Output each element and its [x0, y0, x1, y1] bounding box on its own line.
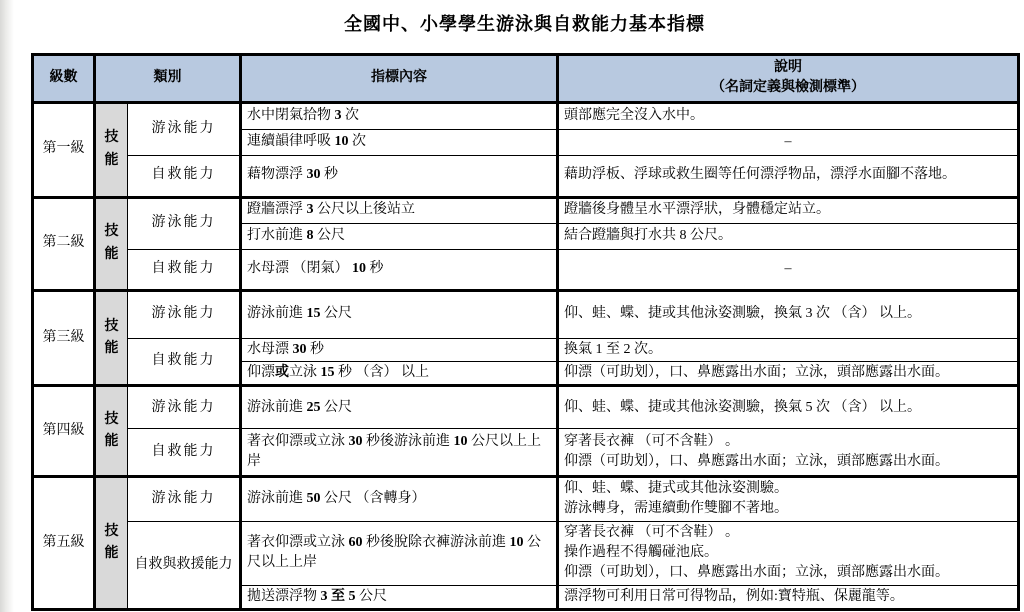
- table-row: [33, 197, 1019, 223]
- table-row: [33, 521, 1019, 585]
- skill-cell: [95, 102, 128, 197]
- indicator-table: [31, 53, 1020, 611]
- explanation-cell: 蹬牆後身體呈水平漂浮狀，身體穩定站立。: [558, 197, 1019, 223]
- explanation-cell: 仰、蛙、蝶、捷式或其他泳姿測驗。 游泳轉身，需連續動作雙腳不著地。: [558, 477, 1019, 522]
- indicator-cell: 游泳前進 25 公尺: [241, 386, 558, 429]
- table-row: [33, 249, 1019, 290]
- column-header-indicator: 指標內容: [241, 55, 558, 103]
- level-cell: 第二級: [33, 197, 95, 290]
- skill-cell: [95, 386, 128, 477]
- explanation-cell: 穿著長衣褲 （可不含鞋） 。 仰漂（可助划），口、鼻應露出水面；立泳，頭部應露出水面。: [558, 429, 1019, 477]
- skill-cell: [95, 290, 128, 386]
- explanation-cell: 藉助浮板、浮球或救生圈等任何漂浮物品，漂浮水面腳不落地。: [558, 155, 1019, 197]
- explanation-header-line1: 說明: [774, 60, 802, 75]
- indicator-cell: 水中閉氣拾物 3 次: [241, 102, 558, 129]
- table-row: [33, 102, 1019, 129]
- skill-label: 技能: [104, 411, 119, 450]
- skill-label: 技能: [104, 224, 119, 262]
- level-cell: 第三級: [33, 290, 95, 386]
- indicator-cell: 水母漂 30 秒: [241, 338, 558, 361]
- indicator-cell: 打水前進 8 公尺: [241, 223, 558, 249]
- table-row: [33, 338, 1019, 361]
- column-header-explanation: [558, 55, 1019, 103]
- explanation-cell: 頭部應完全沒入水中。: [558, 102, 1019, 129]
- level-cell: 第一級: [33, 102, 95, 197]
- indicator-cell: 拋送漂浮物 3 至 5 公尺: [241, 585, 558, 609]
- ability-cell: 自救與救援能力: [128, 521, 241, 609]
- indicator-cell: 游泳前進 15 公尺: [241, 290, 558, 338]
- ability-cell: 游泳能力: [128, 290, 241, 338]
- skill-label: 技能: [104, 318, 119, 356]
- explanation-cell: 仰、蛙、蝶、捷或其他泳姿測驗，換氣 3 次 （含） 以上。: [558, 290, 1019, 338]
- column-header-level: 級數: [33, 55, 95, 103]
- ability-cell: 自救能力: [128, 429, 241, 477]
- table-row: [33, 155, 1019, 197]
- skill-label: 技能: [104, 130, 119, 168]
- indicator-cell: 水母漂 （閉氣） 10 秒: [241, 249, 558, 290]
- indicator-cell: 著衣仰漂或立泳 60 秒後脫除衣褲游泳前進 10 公尺以上上岸: [241, 521, 558, 585]
- table-header-row: [33, 55, 1019, 103]
- table-row: [33, 477, 1019, 522]
- explanation-cell: 結合蹬牆與打水共 8 公尺。: [558, 223, 1019, 249]
- indicator-cell: 蹬牆漂浮 3 公尺以上後站立: [241, 197, 558, 223]
- level-cell: 第四級: [33, 386, 95, 477]
- page-title: 全國中、小學學生游泳與自救能力基本指標: [344, 14, 705, 34]
- indicator-cell: 藉物漂浮 30 秒: [241, 155, 558, 197]
- skill-label: 技能: [104, 523, 119, 562]
- ability-cell: 游泳能力: [128, 102, 241, 155]
- table-row: [33, 429, 1019, 477]
- explanation-cell: 穿著長衣褲 （可不含鞋） 。 操作過程不得觸碰池底。 仰漂（可助划），口、鼻應露出水面；立泳，頭部應露出水面。: [558, 521, 1019, 585]
- ability-cell: 游泳能力: [128, 197, 241, 249]
- column-header-category: 類別: [95, 55, 241, 103]
- explanation-cell: –: [558, 249, 1019, 290]
- indicator-cell: 著衣仰漂或立泳 30 秒後游泳前進 10 公尺以上上岸: [241, 429, 558, 477]
- ability-cell: 自救能力: [128, 155, 241, 197]
- indicator-cell: 游泳前進 50 公尺 （含轉身）: [241, 477, 558, 522]
- level-cell: 第五級: [33, 477, 95, 610]
- table-row: [33, 290, 1019, 338]
- page-edge-shadow: [0, 0, 14, 612]
- explanation-cell: 仰、蛙、蝶、捷或其他泳姿測驗，換氣 5 次 （含） 以上。: [558, 386, 1019, 429]
- skill-cell: [95, 477, 128, 610]
- table-row: [33, 386, 1019, 429]
- explanation-cell: 漂浮物可利用日常可得物品，例如:寶特瓶、保麗龍等。: [558, 585, 1019, 609]
- ability-cell: 游泳能力: [128, 386, 241, 429]
- explanation-cell: 換氣 1 至 2 次。: [558, 338, 1019, 361]
- skill-cell: [95, 197, 128, 290]
- explanation-cell: 仰漂（可助划），口、鼻應露出水面；立泳，頭部應露出水面。: [558, 361, 1019, 385]
- indicator-cell: 仰漂或立泳 15 秒 （含） 以上: [241, 361, 558, 385]
- ability-cell: 游泳能力: [128, 477, 241, 522]
- indicator-cell: 連續韻律呼吸 10 次: [241, 129, 558, 155]
- ability-cell: 自救能力: [128, 338, 241, 386]
- explanation-header-line2: （名詞定義與檢測標準）: [711, 80, 865, 96]
- ability-cell: 自救能力: [128, 249, 241, 290]
- explanation-cell: –: [558, 129, 1019, 155]
